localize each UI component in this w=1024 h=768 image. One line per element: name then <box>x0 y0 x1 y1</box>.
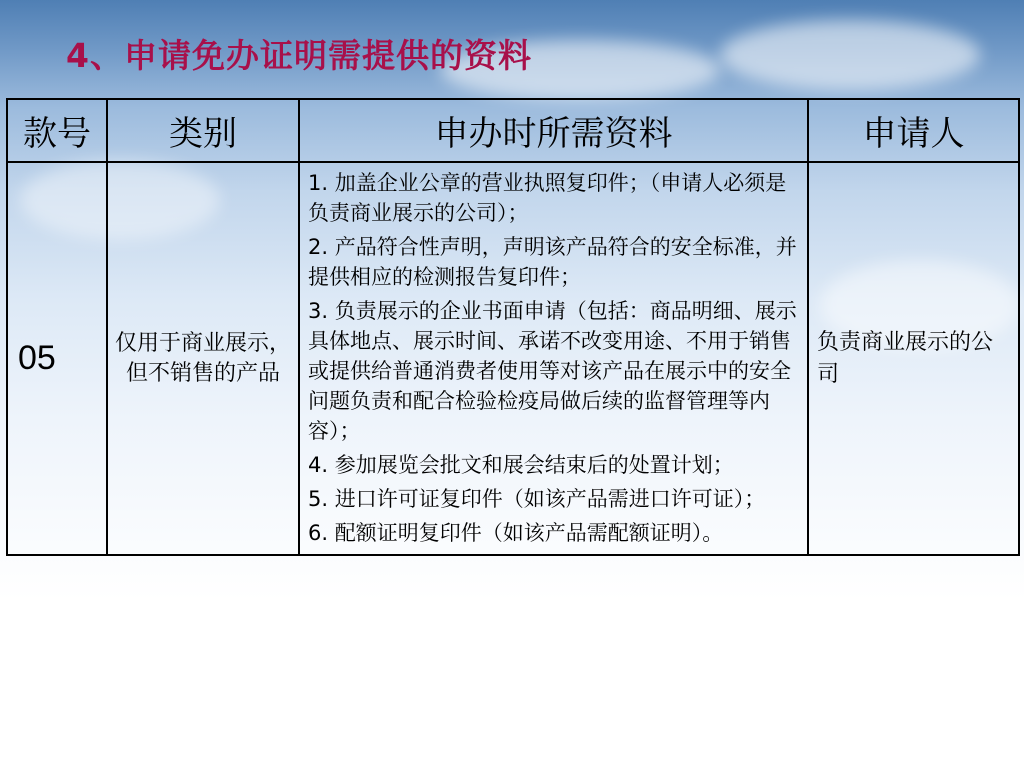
requirement-item: 6. 配额证明复印件（如该产品需配额证明）。 <box>308 521 724 545</box>
header-category: 类别 <box>107 99 299 162</box>
page-title: 4、申请免办证明需提供的资料 <box>66 36 532 75</box>
requirements-table <box>6 98 1020 556</box>
header-applicant: 申请人 <box>808 99 1019 162</box>
requirement-item: 2. 产品符合性声明，声明该产品符合的安全标准，并提供相应的检测报告复印件； <box>308 235 797 289</box>
requirement-item: 3. 负责展示的企业书面申请（包括：商品明细、展示具体地点、展示时间、承诺不改变用途、不用于销售或提供给普通消费者使用等对该产品在展示中的安全问题负责和配合检验检疫局做后续的监督管理等内容）； <box>308 299 797 443</box>
cell-category: 仅用于商业展示，但不销售的产品 <box>107 162 299 555</box>
cell-requirements <box>299 162 808 555</box>
table-header-row <box>7 99 1019 162</box>
cloud <box>720 20 980 90</box>
cell-number: 05 <box>7 162 107 555</box>
requirement-item: 4. 参加展览会批文和展会结束后的处置计划； <box>308 453 734 477</box>
header-requirements: 申办时所需资料 <box>299 99 808 162</box>
requirement-item: 5. 进口许可证复印件（如该产品需进口许可证）； <box>308 487 766 511</box>
cell-applicant: 负责商业展示的公司 <box>808 162 1019 555</box>
table-row <box>7 162 1019 555</box>
requirement-item: 1. 加盖企业公章的营业执照复印件；（申请人必须是负责商业展示的公司）； <box>308 171 787 225</box>
header-number: 款号 <box>7 99 107 162</box>
